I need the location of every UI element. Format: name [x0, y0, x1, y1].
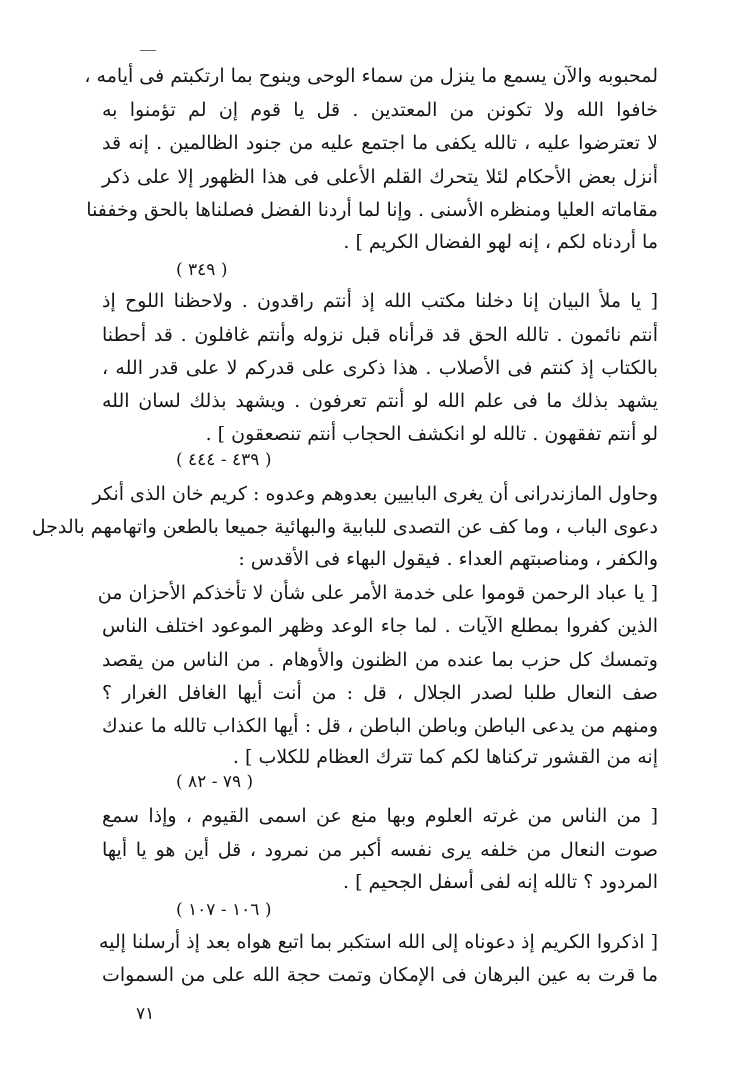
text-line: والكفر ، ومناصبتهم العداء . فيقول البهاء فى الأقدس :	[238, 548, 658, 570]
quote-line: لو أنتم تفقهون . تالله لو انكشف الحجاب أنتم تنصعقون ] .	[205, 423, 658, 445]
quote-line: إنه من القشور تركناها لكم كما تترك العظام للكلاب ] .	[232, 746, 658, 768]
verse-reference: ( ١٠٦ - ١٠٧ )	[176, 900, 272, 920]
quote-line: ومنهم من يدعى الباطن وباطن الباطن ، قل : أيها الكذاب تالله ما عندك	[102, 715, 658, 737]
verse-reference: ( ٧٩ - ٨٢ )	[176, 772, 254, 792]
text-line: ما أردناه لكم ، إنه لهو الفضال الكريم ] .	[343, 231, 658, 253]
text-line: دعوى الباب ، وما كف عن التصدى للبابية والبهائية جميعا بالطعن واتهامهم بالدجل	[31, 516, 658, 538]
quote-line: أنتم نائمون . تالله الحق قد قرأناه قبل نزوله وأنتم غافلون . قد أحطنا	[102, 324, 658, 346]
text-line: أنزل بعض الأحكام لئلا يتحرك القلم الأعلى فى هذا الظهور إلا على ذكر	[102, 166, 658, 188]
quote-line: المردود ؟ تالله إنه لفى أسفل الجحيم ] .	[343, 871, 658, 893]
quote-line: وتمسك كل حزب بما عنده من الظنون والأوهام . من الناس من يقصد	[102, 649, 658, 671]
verse-reference: ( ٤٣٩ - ٤٤٤ )	[176, 450, 272, 470]
text-line: خافوا الله ولا تكونن من المعتدين . قل يا قوم إن لم تؤمنوا به	[102, 99, 658, 121]
text-line: مقاماته العليا ومنظره الأسنى . وإنا لما أردنا الفضل فصلناها بالحق وخففنا	[86, 199, 658, 221]
verse-reference: ( ٣٤٩ )	[176, 260, 228, 280]
quote-line: [ يا ملأ البيان إنا دخلنا مكتب الله إذ أنتم راقدون . ولاحظنا اللوح إذ	[102, 290, 659, 312]
quote-line: [ يا عباد الرحمن قوموا على خدمة الأمر على شأن لا تأخذكم الأحزان من	[97, 582, 658, 604]
header-rule	[140, 50, 156, 51]
quote-line: بالكتاب إذ كنتم فى الأصلاب . هذا ذكرى على قدركم لا على قدر الله ،	[102, 357, 658, 379]
quote-line: [ اذكروا الكريم إذ دعوناه إلى الله استكبر بما اتبع هواه بعد إذ أرسلنا إليه	[98, 931, 658, 953]
quote-line: [ من الناس من غرته العلوم وبها منع عن اسمى القيوم ، وإذا سمع	[102, 805, 658, 827]
text-line: وحاول المازندرانى أن يغرى البابيين بعدوهم وعدوه : كريم خان الذى أنكر	[92, 483, 658, 505]
page-number: ٧١	[136, 1004, 155, 1024]
text-line: لا تعترضوا عليه ، تالله يكفى ما اجتمع عليه من جنود الظالمين . إنه قد	[102, 132, 658, 154]
quote-line: يشهد بذلك ما فى علم الله لو أنتم تعرفون . ويشهد بذلك لسان الله	[102, 390, 658, 412]
quote-line: الذين كفروا بمطلع الآيات . لما جاء الوعد وظهر الموعود اختلف الناس	[102, 615, 658, 637]
quote-line: صوت النعال من خلفه يرى نفسه أكبر من نمرود ، قل أين هو يا أيها	[102, 839, 658, 861]
quote-line: صف النعال طلبا لصدر الجلال ، قل : من أنت أيها الغافل الغرار ؟	[102, 682, 658, 704]
text-line: لمحبوبه والآن يسمع ما ينزل من سماء الوحى وينوح بما ارتكبتم فى أيامه ،	[84, 65, 658, 87]
quote-line: ما قرت به عين البرهان فى الإمكان وتمت حجة الله على من السموات	[102, 964, 658, 986]
